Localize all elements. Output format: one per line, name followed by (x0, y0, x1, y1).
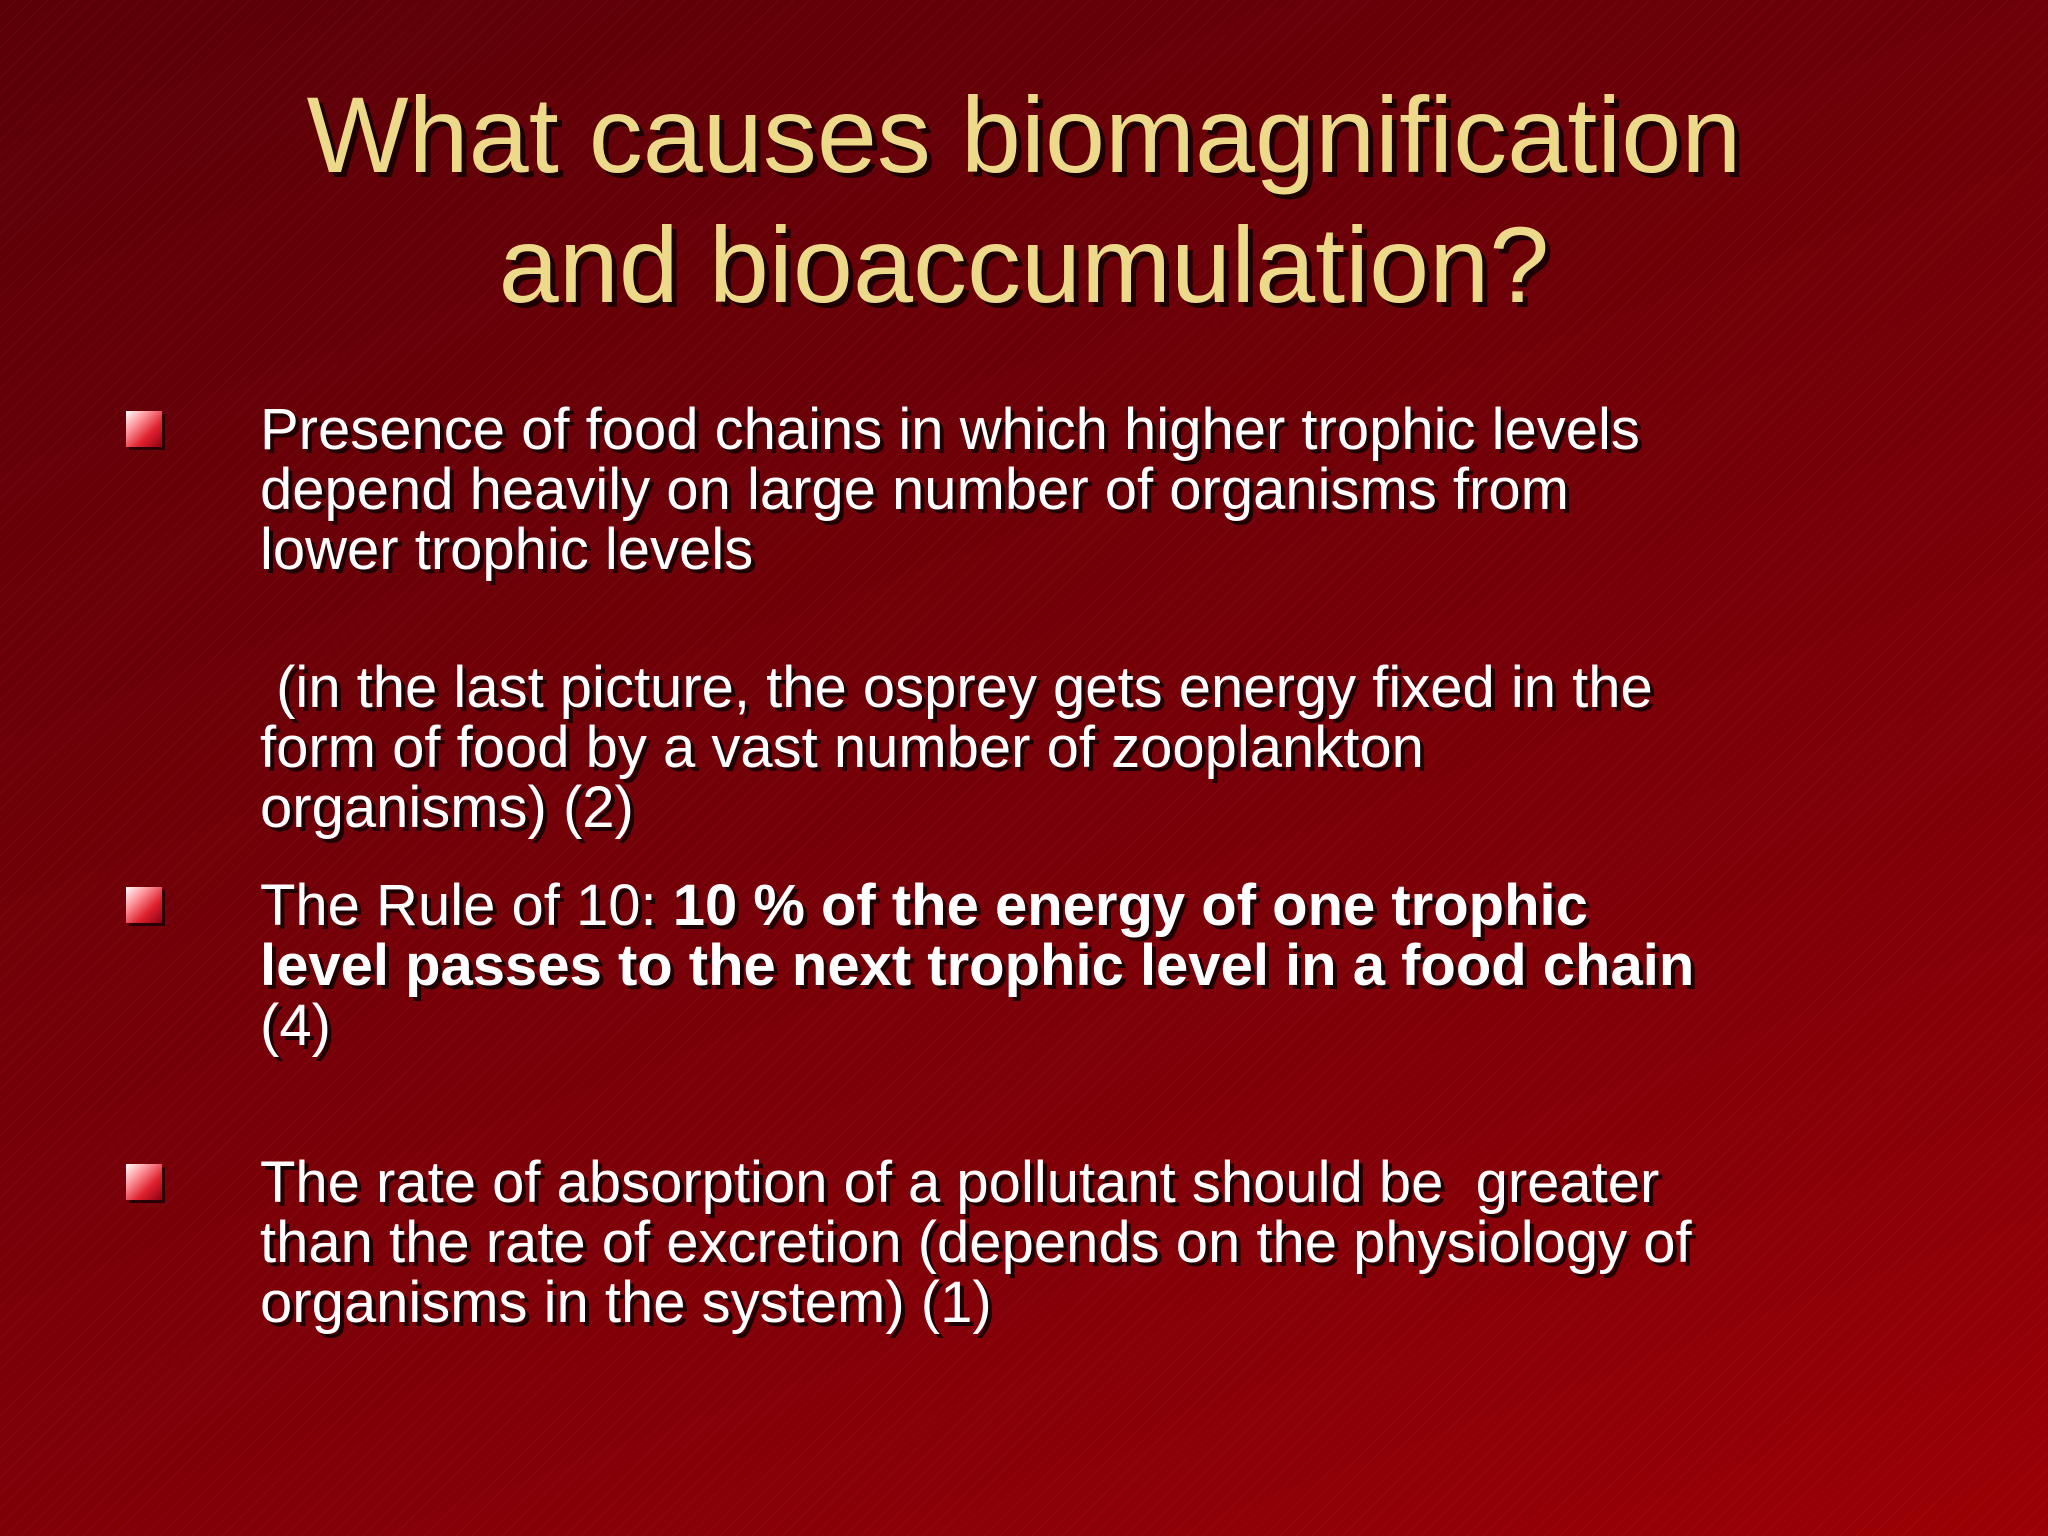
bullet-item-absorption-rate (260, 1150, 1980, 1335)
bullet-3-line-1: The rate of absorption of a pollutant should be greater (260, 1150, 1660, 1215)
slide-title-line-1: What causes biomagnification (306, 74, 1742, 195)
bullet-3-line-3: organisms in the system) (1) (260, 1270, 992, 1335)
bullet-square-icon (126, 411, 162, 447)
slide-title-line-2: and bioaccumulation? (498, 204, 1550, 325)
bullet-1-line-2: depend heavily on large number of organisms from (260, 457, 1569, 522)
bullet-1-sub-line-1: (in the last picture, the osprey gets energy fixed in the (260, 655, 1653, 720)
bullet-1-line-1: Presence of food chains in which higher trophic levels (260, 397, 1640, 462)
bullet-2-bold-line-1: 10 % of the energy of one trophic (672, 873, 1588, 938)
bullet-2-suffix: (4) (260, 993, 331, 1058)
bullet-item-rule-of-10 (260, 873, 1980, 1058)
bullet-square-icon (126, 1164, 162, 1200)
bullet-square-icon (126, 887, 162, 923)
bullet-1-sub-line-3: organisms) (2) (260, 775, 634, 840)
bullet-1-line-3: lower trophic levels (260, 517, 754, 582)
bullet-2-bold-line-2: level passes to the next trophic level in a food chain (260, 933, 1695, 998)
bullet-2-prefix: The Rule of 10: (260, 873, 673, 938)
bullet-1-sub-line-2: form of food by a vast number of zooplankton (260, 715, 1424, 780)
bullet-3-line-2: than the rate of excretion (depends on the physiology of (260, 1210, 1692, 1275)
bullet-item-food-chains (260, 397, 1980, 840)
